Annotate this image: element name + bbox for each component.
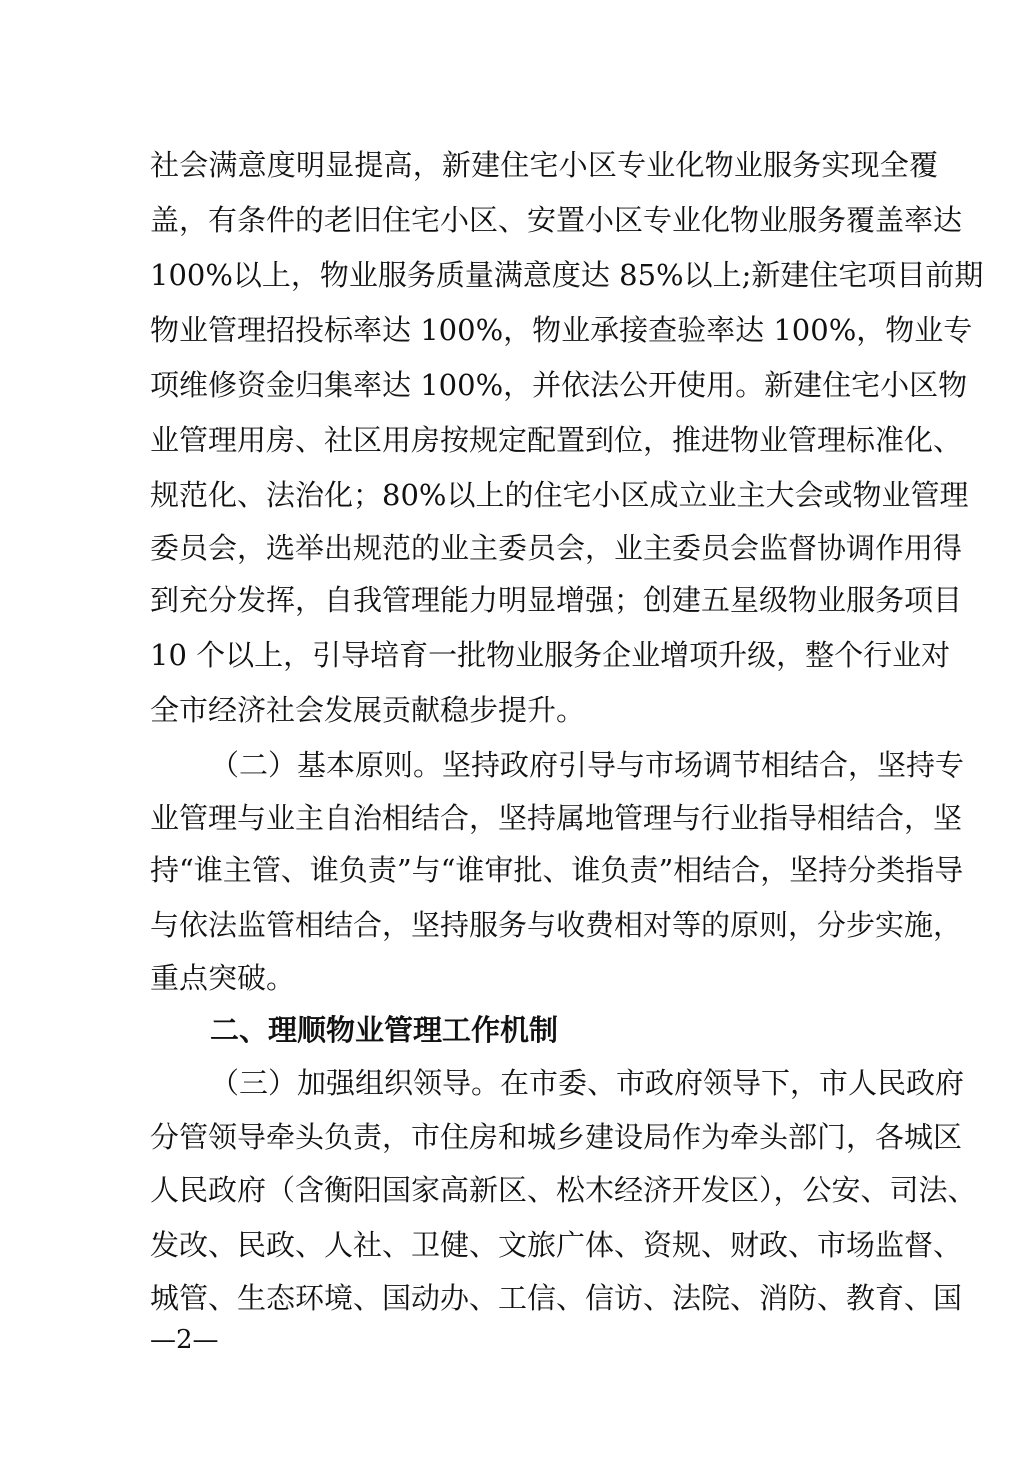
page-number: —2— [150, 1325, 219, 1355]
text-line: 物业管理招投标率达 100%，物业承接查验率达 100%，物业专 [150, 313, 973, 347]
text-line: 分管领导牵头负责，市住房和城乡建设局作为牵头部门，各城区 [150, 1120, 963, 1154]
section-heading: 二、理顺物业管理工作机制 [210, 1013, 559, 1047]
text-line: 社会满意度明显提高，新建住宅小区专业化物业服务实现全覆 [150, 148, 938, 182]
text-line: 100%以上，物业服务质量满意度达 85%以上;新建住宅项目前期 [150, 258, 984, 292]
text-line: 盖，有条件的老旧住宅小区、安置小区专业化物业服务覆盖率达 [150, 203, 963, 237]
text-line: 人民政府（含衡阳国家高新区、松木经济开发区），公安、司法、 [150, 1173, 977, 1207]
text-line: 委员会，选举出规范的业主委员会，业主委员会监督协调作用得 [150, 531, 963, 565]
text-line: 业管理用房、社区用房按规定配置到位，推进物业管理标准化、 [150, 423, 963, 457]
text-line: 项维修资金归集率达 100%，并依法公开使用。新建住宅小区物 [150, 368, 968, 402]
section-paragraph-start: （三）加强组织领导。在市委、市政府领导下，市人民政府 [210, 1066, 965, 1100]
text-line: 全市经济社会发展贡献稳步提升。 [150, 693, 586, 727]
text-line: 与依法监管相结合，坚持服务与收费相对等的原则，分步实施， [150, 908, 963, 942]
text-line: 城管、生态环境、国动办、工信、信访、法院、消防、教育、国 [150, 1281, 963, 1315]
text-line: 10 个以上，引导培育一批物业服务企业增项升级，整个行业对 [150, 638, 951, 672]
text-line: 到充分发挥，自我管理能力明显增强；创建五星级物业服务项目 [150, 583, 963, 617]
text-line: 持“谁主管、谁负责”与“谁审批、谁负责”相结合，坚持分类指导 [150, 853, 964, 887]
text-line: 业管理与业主自治相结合，坚持属地管理与行业指导相结合，坚 [150, 801, 963, 835]
text-line: 规范化、法治化；80%以上的住宅小区成立业主大会或物业管理 [150, 478, 969, 512]
section-paragraph-start: （二）基本原则。坚持政府引导与市场调节相结合，坚持专 [210, 748, 965, 782]
text-line: 重点突破。 [150, 961, 296, 995]
text-line: 发改、民政、人社、卫健、文旅广体、资规、财政、市场监督、 [150, 1228, 963, 1262]
